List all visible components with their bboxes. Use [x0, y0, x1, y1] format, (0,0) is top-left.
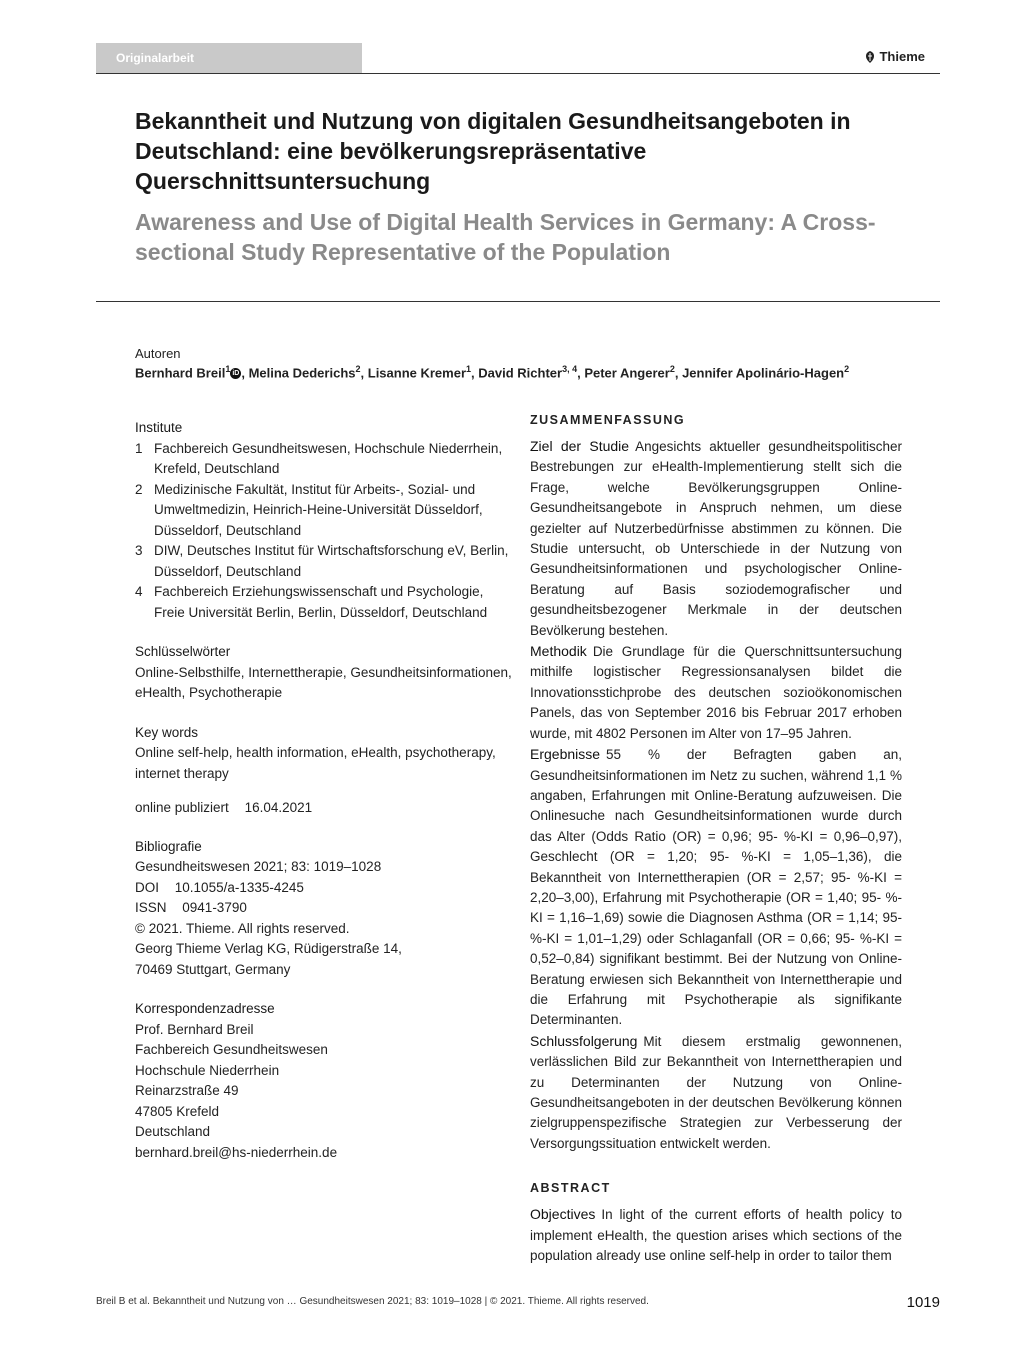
- zusammenfassung-section-label: Schlussfolgerung: [530, 1032, 638, 1049]
- article-title-english: Awareness and Use of Digital Health Services in Germany: A Cross-sectional Study Representative of the Population: [135, 209, 876, 265]
- keywords-de-heading: Schlüsselwörter: [135, 644, 231, 659]
- doi-label: DOI: [135, 879, 160, 895]
- zusammenfassung-heading: ZUSAMMENFASSUNG: [530, 413, 686, 427]
- institute-text: DIW, Deutsches Institut für Wirtschaftsforschung eV, Berlin, Düsseldorf, Deutschland: [154, 543, 509, 579]
- abstract-section-label: Objectives: [530, 1206, 596, 1223]
- institute-item: [135, 582, 515, 623]
- zusammenfassung-section-text: 55 % der Befragten gaben an, Gesundheitsinformationen im Netz zu suchen, während 1,1 % angaben, Erfahrungen mit Online-Beratung aufzuweisen. Die Onlinesuche nach Gesundheitsinformationen wurde durch das Alter (Odds Ratio (OR) = 0,96; 95- %-KI = 0,96–0,97), Geschlecht (OR = 1,20; 95- %-KI = 1,05–1,36), die Bekanntheit von Internettherapien (OR = 2,57; 95- %-KI = 2,20–3,00), Erfahrung mit Psychotherapie (OR = 1,40; 95- %-KI = 1,16–1,69) sowie die Diagnosen Asthma (OR = 1,14; 95- %-KI = 1,01–1,29) oder Schlaganfall (OR = 0,66; 95- %-KI = 0,52–0,84) signifikant bestimmt. Bei der Nutzung von Online-Beratung erwiesen sich Bekanntheit von Internettherapie und die Erfahrung mit Psychotherapie als signifikante Determinanten.: [530, 747, 902, 1028]
- published-date: 16.04.2021: [244, 800, 313, 815]
- correspondence-line: 47805 Krefeld: [135, 1103, 220, 1119]
- author-name: Bernhard Breil: [135, 365, 226, 381]
- publisher-address-line1: Georg Thieme Verlag KG, Rüdigerstraße 14,: [135, 941, 402, 956]
- abstract-column: [530, 410, 902, 1266]
- zusammenfassung-section-label: Ziel der Studie: [530, 438, 630, 454]
- author-name: David Richter: [478, 365, 563, 381]
- correspondence-line: Prof. Bernhard Breil: [135, 1021, 254, 1037]
- article-title-german: Bekanntheit und Nutzung von digitalen Gesundheitsangeboten in Deutschland: eine bevölkerungsrepräsentative Querschnittsuntersuchung: [135, 108, 851, 194]
- institute-text: Fachbereich Gesundheitswesen, Hochschule Niederrhein, Krefeld, Deutschland: [154, 440, 503, 476]
- author-name: Melina Dederichs: [248, 365, 356, 381]
- keywords-de-text: Online-Selbsthilfe, Internettherapie, Gesundheitsinformationen, eHealth, Psychotherapie: [135, 664, 512, 700]
- correspondence-line: Deutschland: [135, 1124, 211, 1139]
- published-label: online publiziert: [135, 800, 229, 815]
- keywords-en-heading: Key words: [135, 724, 199, 740]
- author-affiliation: 2: [844, 364, 850, 374]
- page-number: 1019: [906, 1294, 940, 1311]
- institute-number: 4: [135, 584, 143, 599]
- abstract-section-text: In light of the current efforts of health policy to implement eHealth, the question arises which sections of the population already use online self-help in order to tailor them: [530, 1207, 902, 1264]
- institutes-list: [135, 439, 515, 624]
- correspondence-heading: Korrespondenzadresse: [135, 1001, 275, 1016]
- author-affiliation: 1: [466, 364, 472, 374]
- author-affiliation: 1: [225, 364, 231, 374]
- keywords-en-text: Online self-help, health information, eHealth, psychotherapy, internet therapy: [135, 745, 496, 781]
- institute-text: Fachbereich Erziehungswissenschaft und Psychologie, Freie Universität Berlin, Berlin, Düsseldorf, Deutschland: [154, 584, 488, 620]
- zusammenfassung-section-label: Ergebnisse: [530, 746, 601, 763]
- thieme-logo-icon: [865, 51, 875, 63]
- copyright-line: © 2021. Thieme. All rights reserved.: [135, 920, 350, 936]
- issn-line: [135, 898, 515, 919]
- author-affiliation: 3, 4: [562, 364, 578, 374]
- institute-item: [135, 541, 515, 582]
- bibliography-heading: Bibliografie: [135, 838, 202, 854]
- issn-label: ISSN: [135, 900, 167, 915]
- article-info-column: [135, 418, 515, 1163]
- title-divider: [96, 301, 940, 302]
- institute-number: 1: [135, 440, 143, 456]
- bibliography-citation: Gesundheitswesen 2021; 83: 1019–1028: [135, 859, 382, 874]
- institute-number: 2: [135, 481, 143, 497]
- footer-citation: Breil B et al. Bekanntheit und Nutzung von … Gesundheitswesen 2021; 83: 1019–1028 | © 2021. Thieme. All rights reserved.: [96, 1296, 649, 1307]
- publisher-name: Thieme: [879, 49, 925, 64]
- abstract-body: [530, 1204, 902, 1266]
- doi-value[interactable]: 10.1055/a-1335-4245: [174, 879, 304, 895]
- author-name: Jennifer Apolinário-Hagen: [682, 365, 845, 381]
- zusammenfassung-section: [530, 641, 902, 744]
- journal-header: [96, 43, 940, 74]
- published-line: [135, 798, 515, 819]
- institute-number: 3: [135, 543, 143, 558]
- institute-text: Medizinische Fakultät, Institut für Arbeits-, Sozial- und Umweltmedizin, Heinrich-Heine-Universität Düsseldorf, Düsseldorf, Deutschland: [154, 481, 483, 538]
- correspondence-address: [135, 1020, 515, 1164]
- zusammenfassung-section: [530, 1031, 902, 1154]
- publisher-brand: [865, 49, 925, 64]
- section-tag: Originalarbeit: [96, 43, 362, 74]
- correspondence-email[interactable]: bernhard.breil@hs-niederrhein.de: [135, 1144, 338, 1160]
- correspondence-line: Hochschule Niederrhein: [135, 1062, 280, 1078]
- institute-item: [135, 439, 515, 480]
- author-name: Lisanne Kremer: [367, 365, 467, 381]
- zusammenfassung-section-label: Methodik: [530, 643, 587, 660]
- abstract-section: [530, 1204, 902, 1266]
- publisher-address-line2: 70469 Stuttgart, Germany: [135, 961, 291, 977]
- header-divider: [96, 73, 940, 74]
- author-list: Bernhard Breil$^1$ iD , Melina Dederichs$^2$, Lisanne Kremer$^1$, David Richter$^{3, 4}$, Peter Angerer$^2$, Jennifer Apolinário-Hagen$^2$: [135, 364, 850, 381]
- zusammenfassung-section-text: Die Grundlage für die Querschnittsuntersuchung mithilfe logistischer Regressionsanalysen bildet die Innovationsstichprobe des deutschen sozioökonomischen Panels, das von September 2016 bis Februar 2017 erhoben wurde, mit 4802 Personen im Alter von 17–95 Jahren.: [530, 644, 902, 741]
- abstract-heading: ABSTRACT: [530, 1181, 611, 1196]
- author-name: Peter Angerer: [584, 365, 670, 381]
- authors-label: Autoren: [135, 346, 181, 361]
- doi-line: [135, 878, 515, 899]
- author-affiliation: 2: [355, 364, 361, 374]
- zusammenfassung-body: [530, 436, 902, 1154]
- correspondence-line: Reinarzstraße 49: [135, 1083, 239, 1098]
- zusammenfassung-section-text: Angesichts aktueller gesundheitspolitischer Bestrebungen zur eHealth-Implementierung stellt sich die Frage, welche Bevölkerungsgruppen Online-Gesundheitsangebote in Anspruch nehmen, um diese gezielter auf Nutzerbedürfnisse abstimmen zu können. Die Studie untersucht, ob Unterschiede in der Nutzung von Gesundheitsinformationen und psychologischer Online-Beratung auf Basis soziodemografischer und gesundheitsbezogener Merkmale in der deutschen Bevölkerung bestehen.: [530, 439, 902, 638]
- correspondence-line: Fachbereich Gesundheitswesen: [135, 1042, 328, 1057]
- orcid-icon[interactable]: iD: [232, 370, 240, 378]
- author-affiliation: 2: [669, 364, 675, 374]
- zusammenfassung-section: [530, 436, 902, 641]
- institutes-heading: Institute: [135, 420, 183, 435]
- issn-value: 0941-3790: [182, 900, 247, 915]
- zusammenfassung-section: [530, 744, 902, 1031]
- zusammenfassung-section-text: Mit diesem erstmalig gewonnenen, verlässlichen Bild zur Bekanntheit von Internettherapien und zu Determinanten der Nutzung von Online-Gesundheitsangeboten in der deutschen Bevölkerung können zielgruppenspezifische Strategien zur Verbesserung der Versorgungssituation entwickelt werden.: [530, 1033, 902, 1151]
- institute-item: [135, 480, 515, 542]
